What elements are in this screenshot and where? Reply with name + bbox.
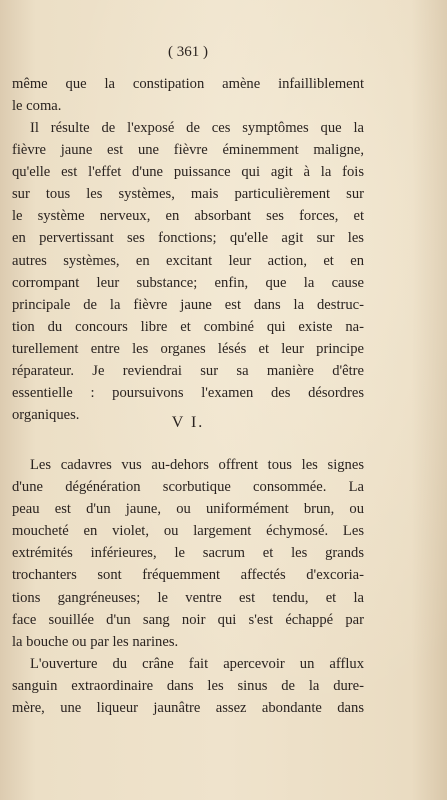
text-line: trochanters sont fréquemment affectés d'excoria- [12, 567, 364, 584]
text-line: réparateur. Je reviendrai sur sa manière d'être [12, 363, 364, 380]
page-number: ( 361 ) [168, 44, 208, 60]
text-line: organiques. [12, 407, 80, 424]
text-line: en pervertissant ses fonctions; qu'elle agit sur les [12, 230, 364, 247]
text-line: qu'elle est l'effet d'une puissance qui agit à la fois [12, 164, 364, 181]
paragraph-cadavers [12, 454, 364, 719]
text-line: même que la constipation amène infailliblement [12, 76, 364, 92]
text-line: mère, une liqueur jaunâtre assez abondante dans [12, 700, 364, 717]
text-line: sanguin extraordinaire dans les sinus de la dure- [12, 677, 364, 694]
paragraph-continuation [12, 73, 364, 117]
text-line: turellement entre les organes lésés et leur principe [12, 340, 364, 357]
text-line: moucheté en violet, ou largement échymosé. Les [12, 523, 364, 540]
paragraph-summary [12, 117, 364, 426]
text-line: face souillée d'un sang noir qui s'est échappé par [12, 611, 364, 628]
text-line: fièvre jaune est une fièvre éminemment maligne, [12, 142, 364, 159]
text-line: corrompant leur substance; enfin, que la cause [12, 274, 364, 291]
text-line: principale de la fièvre jaune est dans la destruc- [12, 296, 364, 313]
text-line: peau est d'un jaune, ou uniformément brun, ou [12, 501, 364, 518]
text-line: le système nerveux, en absorbant ses forces, et [12, 208, 364, 225]
text-line: tion du concours libre et combiné qui existe na- [12, 318, 364, 335]
text-line: tions gangréneuses; le ventre est tendu, et la [12, 589, 364, 606]
text-line: la bouche ou par les narines. [12, 633, 179, 650]
text-line: d'une dégénération scorbutique consommée. La [12, 479, 364, 496]
text-line: Les cadavres vus au-dehors offrent tous les signes [30, 457, 364, 473]
text-line: sur tous les systèmes, mais particulièrement sur [12, 186, 364, 203]
text-line: essentielle : poursuivons l'examen des désordres [12, 385, 364, 402]
text-line: autres systèmes, en excitant leur action, et en [12, 252, 364, 269]
text-line: le coma. [12, 98, 62, 115]
text-line: extrémités inférieures, le sacrum et les grands [12, 545, 364, 562]
text-line: L'ouverture du crâne fait apercevoir un afflux [30, 655, 364, 672]
section-heading: V I. [171, 414, 205, 431]
text-line: Il résulte de l'exposé de ces symptômes que la [30, 120, 364, 136]
